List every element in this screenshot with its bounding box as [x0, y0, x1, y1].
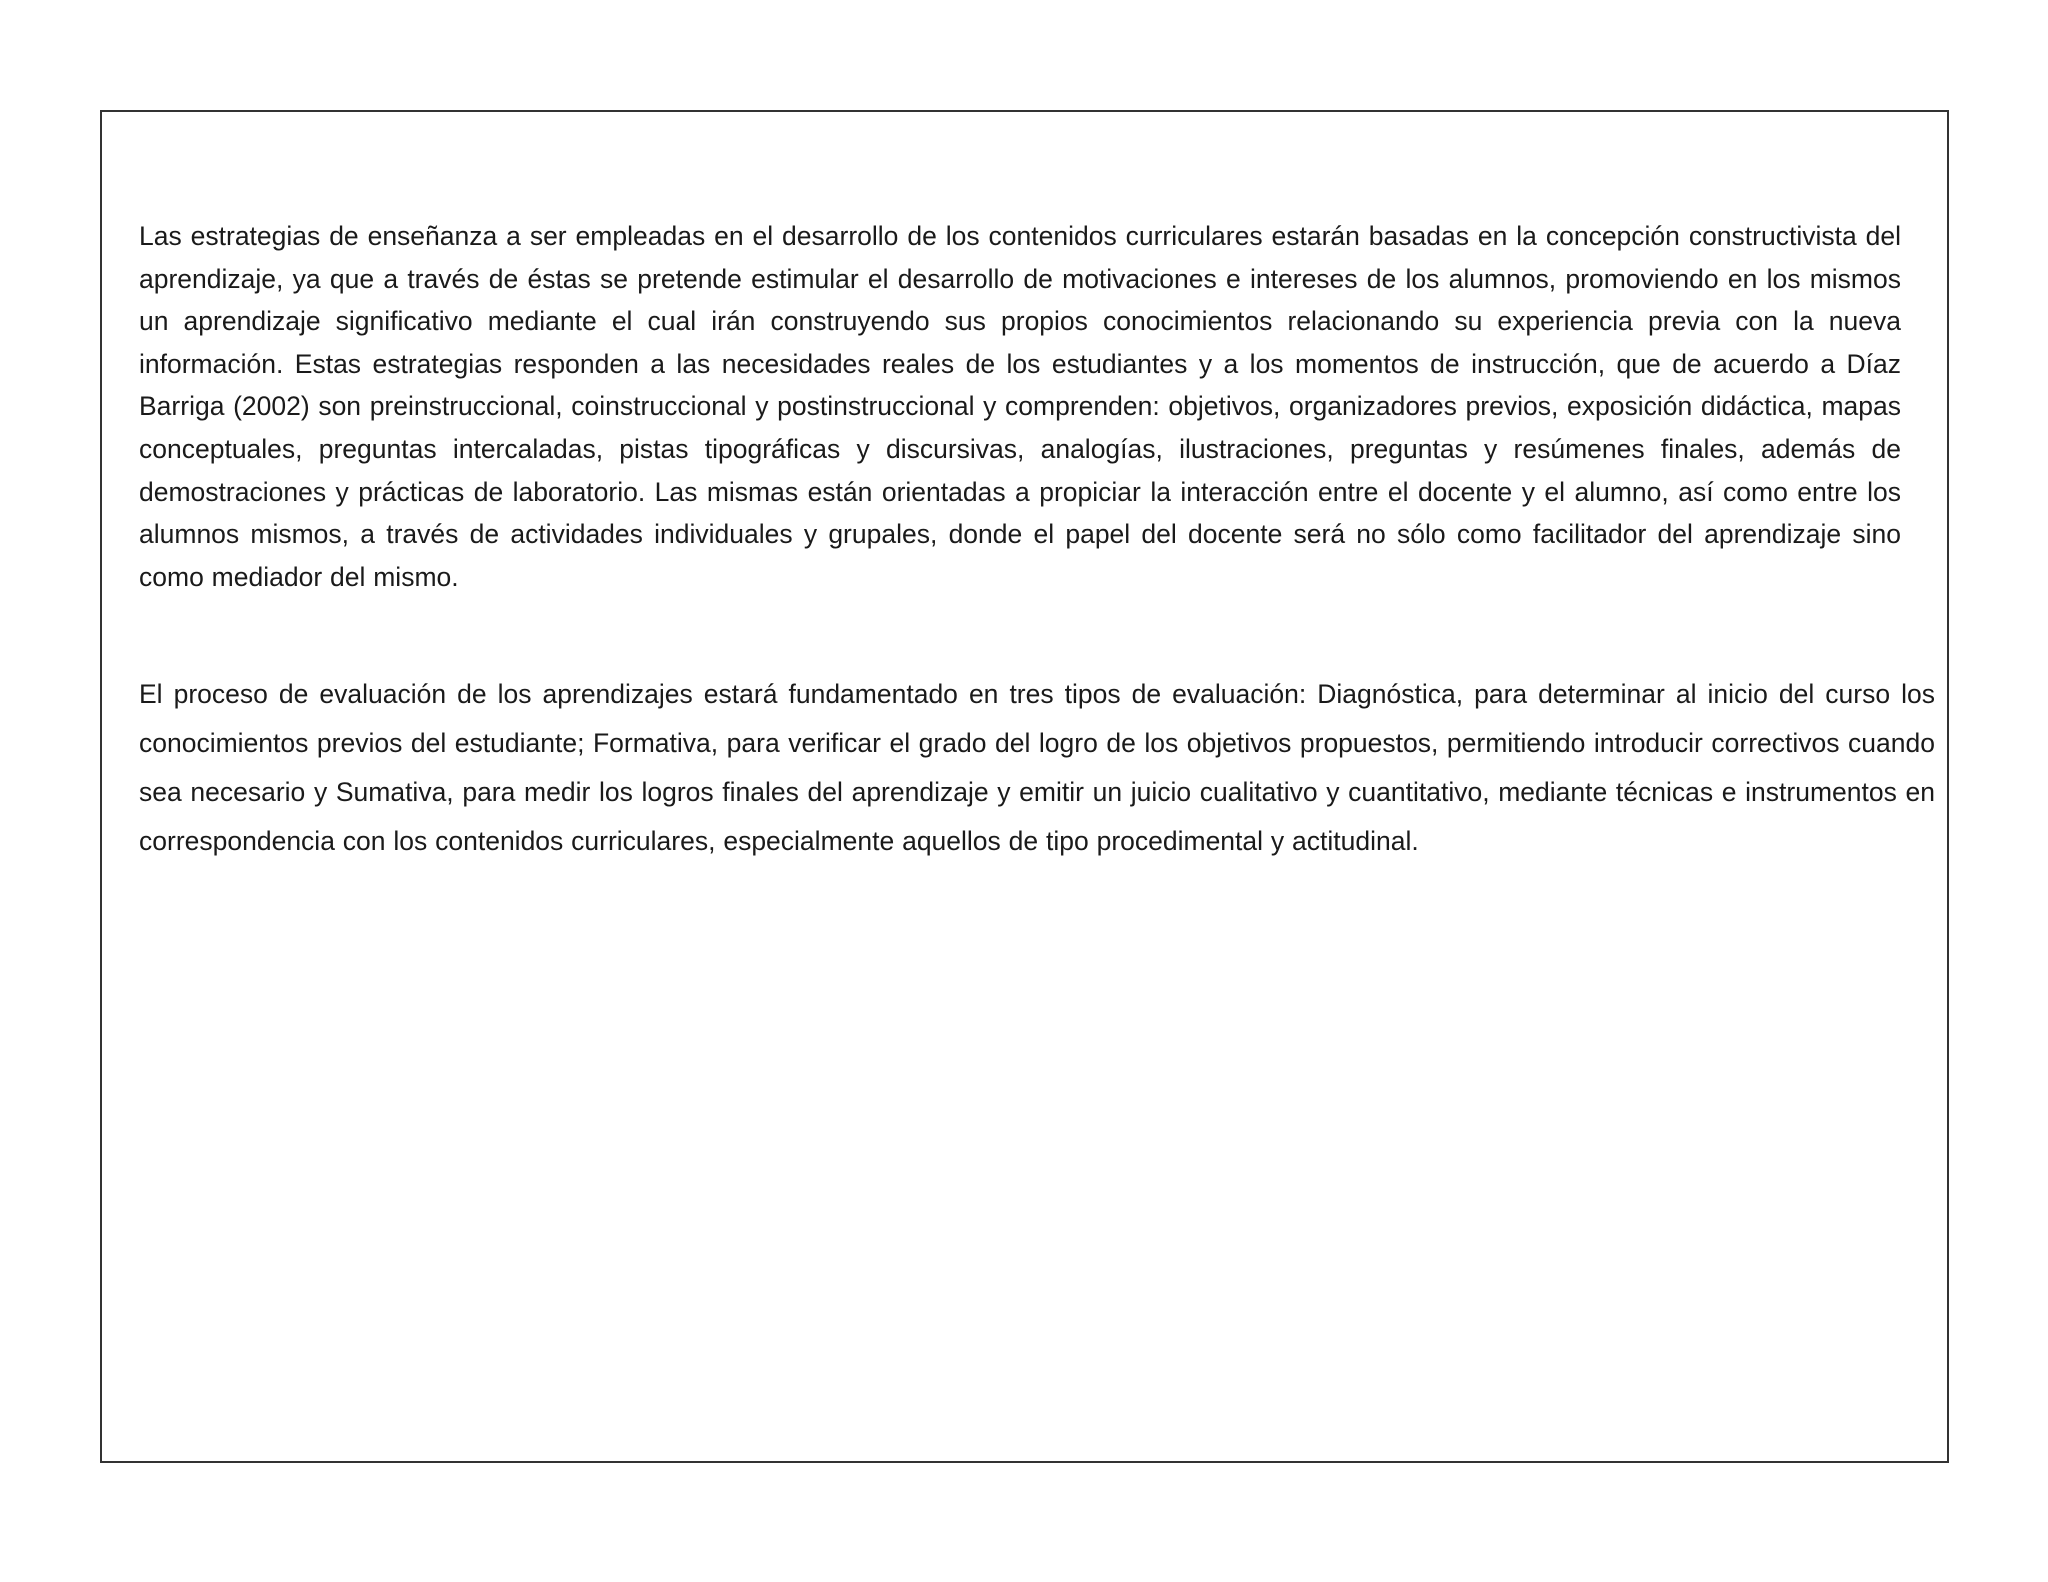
paragraph-teaching-strategies: Las estrategias de enseñanza a ser empleadas en el desarrollo de los contenidos curriculares estarán basadas en la concepción constructivista del aprendizaje, ya que a través de éstas se pretende estimular el desarrollo de motivaciones e intereses de los alumnos, promoviendo en los mismos un aprendizaje significativo mediante el cual irán construyendo sus propios conocimientos relacionando su experiencia previa con la nueva información. Estas estrategias responden a las necesidades reales de los estudiantes y a los momentos de instrucción, que de acuerdo a Díaz Barriga (2002) son preinstruccional, coinstruccional y postinstruccional y comprenden: objetivos, organizadores previos, exposición didáctica, mapas conceptuales, preguntas intercaladas, pistas tipográficas y discursivas, analogías, ilustraciones, preguntas y resúmenes finales, además de demostraciones y prácticas de laboratorio. Las mismas están orientadas a propiciar la interacción entre el docente y el alumno, así como entre los alumnos mismos, a través de actividades individuales y grupales, donde el papel del docente será no sólo como facilitador del aprendizaje sino como mediador del mismo. — [139, 221, 1901, 592]
paragraph-evaluation-process: El proceso de evaluación de los aprendizajes estará fundamentado en tres tipos de evaluación: Diagnóstica, para determinar al inicio del curso los conocimientos previos del estudiante; Formativa, para verificar el grado del logro de los objetivos propuestos, permitiendo introducir correctivos cuando sea necesario y Sumativa, para medir los logros finales del aprendizaje y emitir un juicio cualitativo y cuantitativo, mediante técnicas e instrumentos en correspondencia con los contenidos curriculares, especialmente aquellos de tipo procedimental y actitudinal. — [139, 679, 1935, 856]
document-frame — [100, 110, 1949, 1463]
